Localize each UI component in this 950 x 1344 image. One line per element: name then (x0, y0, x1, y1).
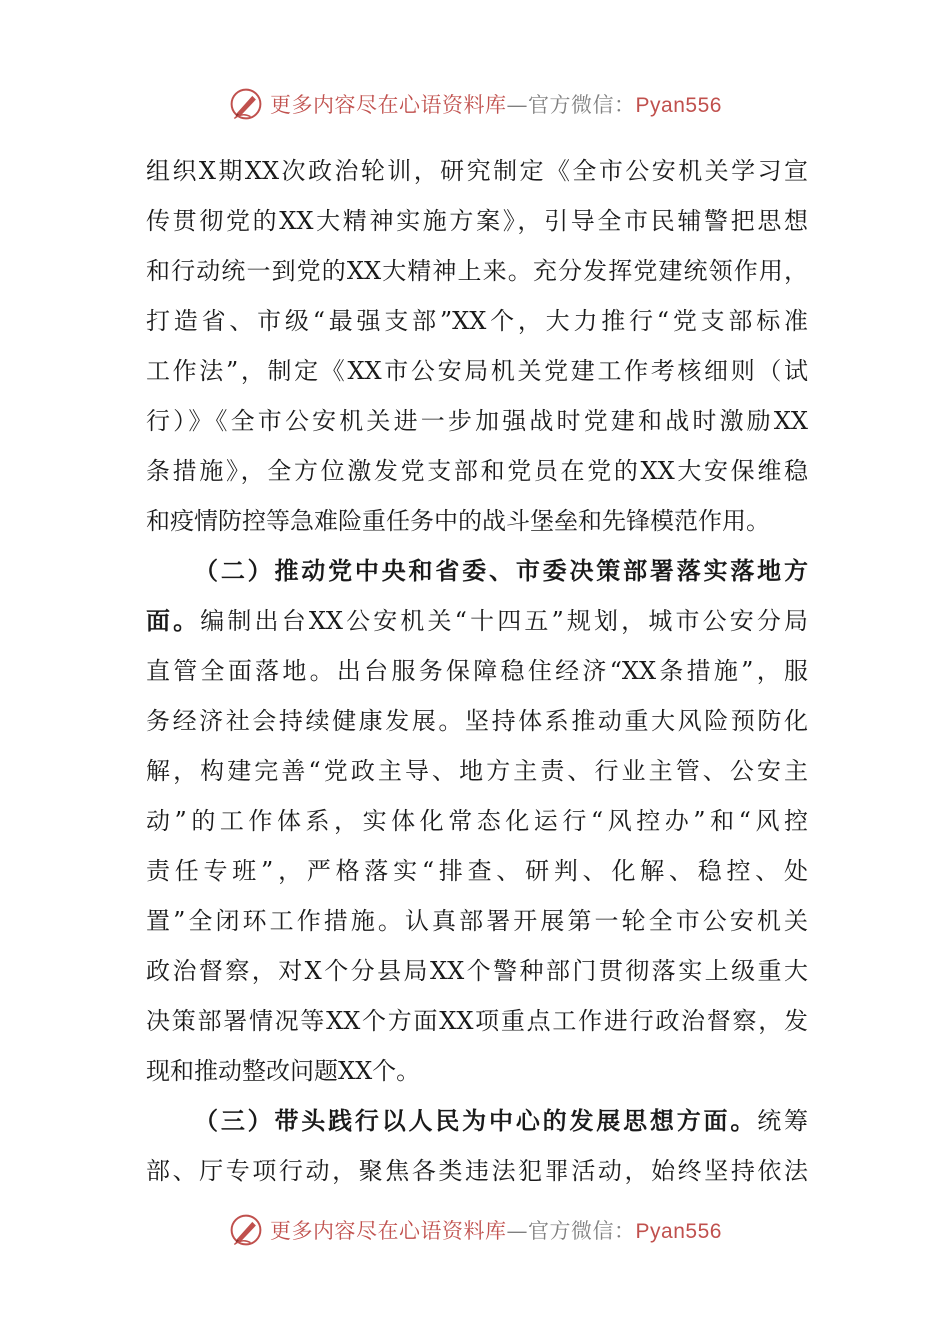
pen-logo-icon (228, 86, 264, 122)
line-text: 直管全面落地。出台服务保障稳住经济“XX条措施”，服 (146, 657, 808, 685)
text-line (146, 246, 808, 296)
text-line (146, 996, 808, 1046)
line-text: 条措施》，全方位激发党支部和党员在党的XX大安保维稳 (146, 457, 808, 485)
text-line (146, 346, 808, 396)
watermark-wechat-label: 官方微信： (528, 1219, 636, 1243)
text-line (146, 496, 808, 546)
text-line (146, 446, 808, 496)
line-text: 行）》《全市公安机关进一步加强战时党建和战时激励XX (146, 407, 808, 435)
line-text: 和疫情防控等急难险重任务中的战斗堡垒和先锋模范作用。 (146, 507, 770, 535)
text-line (146, 696, 808, 746)
line-text: 决策部署情况等XX个方面XX项重点工作进行政治督察，发 (146, 1007, 808, 1035)
text-line (146, 746, 808, 796)
line-text: 打造省、市级“最强支部”XX个，大力推行“党支部标准 (146, 307, 808, 335)
text-line (146, 846, 808, 896)
watermark-wechat-id: Pyan556 (635, 1220, 722, 1243)
section-heading-2-end: 面。 (146, 607, 201, 635)
text-line (146, 296, 808, 346)
text-line (146, 596, 808, 646)
footer-watermark (0, 1210, 950, 1250)
line-text: 部、厅专项行动，聚焦各类违法犯罪活动，始终坚持依法 (146, 1157, 808, 1185)
watermark-wechat-id: Pyan556 (635, 94, 722, 117)
watermark-site-name: 更多内容尽在心语资料库 (270, 93, 507, 117)
line-text: 政治督察，对X个分县局XX个警种部门贯彻落实上级重大 (146, 957, 808, 985)
document-body (146, 146, 808, 1196)
text-line (146, 196, 808, 246)
line-text: 工作法”，制定《XX市公安局机关党建工作考核细则（试 (146, 357, 808, 385)
line-text: 和行动统一到党的XX大精神上来。充分发挥党建统领作用， (146, 257, 808, 285)
line-text: 现和推动整改问题XX个。 (146, 1057, 421, 1085)
watermark-site-name: 更多内容尽在心语资料库 (270, 1219, 507, 1243)
section-heading-3: （三）带头践行以人民为中心的发展思想方面。 (194, 1107, 758, 1135)
pen-logo-icon (228, 1212, 264, 1248)
watermark-text (270, 1215, 722, 1245)
text-line (146, 646, 808, 696)
header-watermark (0, 84, 950, 124)
watermark-text (270, 89, 722, 119)
section-heading-line (146, 546, 808, 596)
text-line (146, 1146, 808, 1196)
text-line (146, 896, 808, 946)
watermark-separator: — (506, 93, 529, 117)
line-text: 统筹 (757, 1107, 808, 1135)
line-text: 动”的工作体系，实体化常态化运行“风控办”和“风控 (146, 807, 808, 835)
line-text: 责任专班”，严格落实“排查、研判、化解、稳控、处 (146, 857, 808, 885)
line-text: 置”全闭环工作措施。认真部署开展第一轮全市公安机关 (146, 907, 808, 935)
section-heading-line (146, 1096, 808, 1146)
line-text: 解，构建完善“党政主导、地方主责、行业主管、公安主 (146, 757, 808, 785)
text-line (146, 796, 808, 846)
line-text: 编制出台XX公安机关“十四五”规划，城市公安分局 (200, 607, 808, 635)
section-heading-2: （二）推动党中央和省委、市委决策部署落实落地方 (194, 557, 808, 585)
line-text: 传贯彻党的XX大精神实施方案》，引导全市民辅警把思想 (146, 207, 808, 235)
watermark-wechat-label: 官方微信： (528, 93, 636, 117)
line-text: 组织X期XX次政治轮训，研究制定《全市公安机关学习宣 (146, 157, 808, 185)
text-line (146, 146, 808, 196)
text-line (146, 396, 808, 446)
text-line (146, 1046, 808, 1096)
watermark-separator: — (506, 1219, 529, 1243)
text-line (146, 946, 808, 996)
line-text: 务经济社会持续健康发展。坚持体系推动重大风险预防化 (146, 707, 808, 735)
